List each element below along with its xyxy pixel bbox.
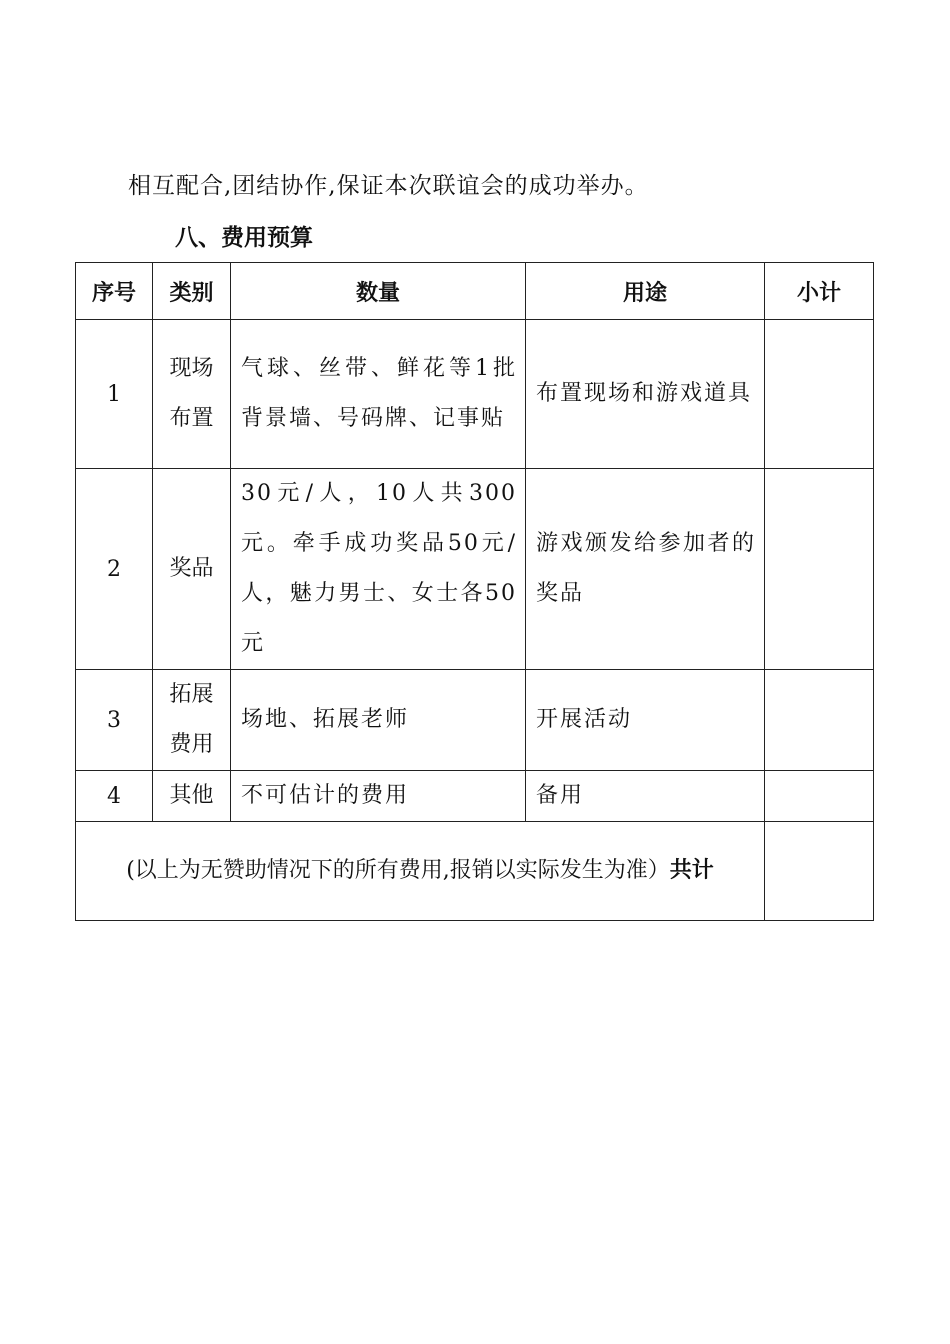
- row-category: 其他: [153, 771, 231, 822]
- row-index: 4: [76, 771, 153, 822]
- row-purpose: 备用: [526, 771, 765, 822]
- header-index: 序号: [76, 263, 153, 320]
- row-quantity: 不可估计的费用: [231, 771, 526, 822]
- total-label: 共计: [669, 858, 714, 883]
- total-note-cell: [76, 822, 765, 921]
- row-quantity: 场地、拓展老师: [231, 670, 526, 771]
- budget-table: [75, 262, 874, 921]
- row-index: 1: [76, 320, 153, 469]
- row-index: 2: [76, 469, 153, 670]
- table-row: [76, 320, 874, 469]
- total-note: (以上为无赞助情况下的所有费用,报销以实际发生为准）: [126, 858, 670, 883]
- table-total-row: [76, 822, 874, 921]
- row-category: 拓展费用: [153, 670, 231, 771]
- row-category: 奖品: [153, 469, 231, 670]
- row-subtotal: [765, 320, 874, 469]
- row-subtotal: [765, 469, 874, 670]
- row-subtotal: [765, 771, 874, 822]
- row-index: 3: [76, 670, 153, 771]
- table-row: [76, 771, 874, 822]
- header-category: 类别: [153, 263, 231, 320]
- header-quantity: 数量: [231, 263, 526, 320]
- row-purpose: 布置现场和游戏道具: [526, 320, 765, 469]
- section-heading: 八、费用预算: [175, 225, 313, 251]
- table-header-row: [76, 263, 874, 320]
- header-subtotal: 小计: [765, 263, 874, 320]
- table-row: [76, 670, 874, 771]
- row-purpose: 开展活动: [526, 670, 765, 771]
- row-subtotal: [765, 670, 874, 771]
- row-purpose: 游戏颁发给参加者的奖品: [526, 469, 765, 670]
- row-category: 现场布置: [153, 320, 231, 469]
- total-value: [765, 822, 874, 921]
- table-row: [76, 469, 874, 670]
- header-purpose: 用途: [526, 263, 765, 320]
- body-paragraph: 相互配合,团结协作,保证本次联谊会的成功举办。: [128, 173, 649, 199]
- row-quantity: 30元/人，10人共300元。牵手成功奖品50元/人，魅力男士、女士各50元: [231, 469, 526, 670]
- row-quantity: 气球、丝带、鲜花等1批背景墙、号码牌、记事贴: [231, 320, 526, 469]
